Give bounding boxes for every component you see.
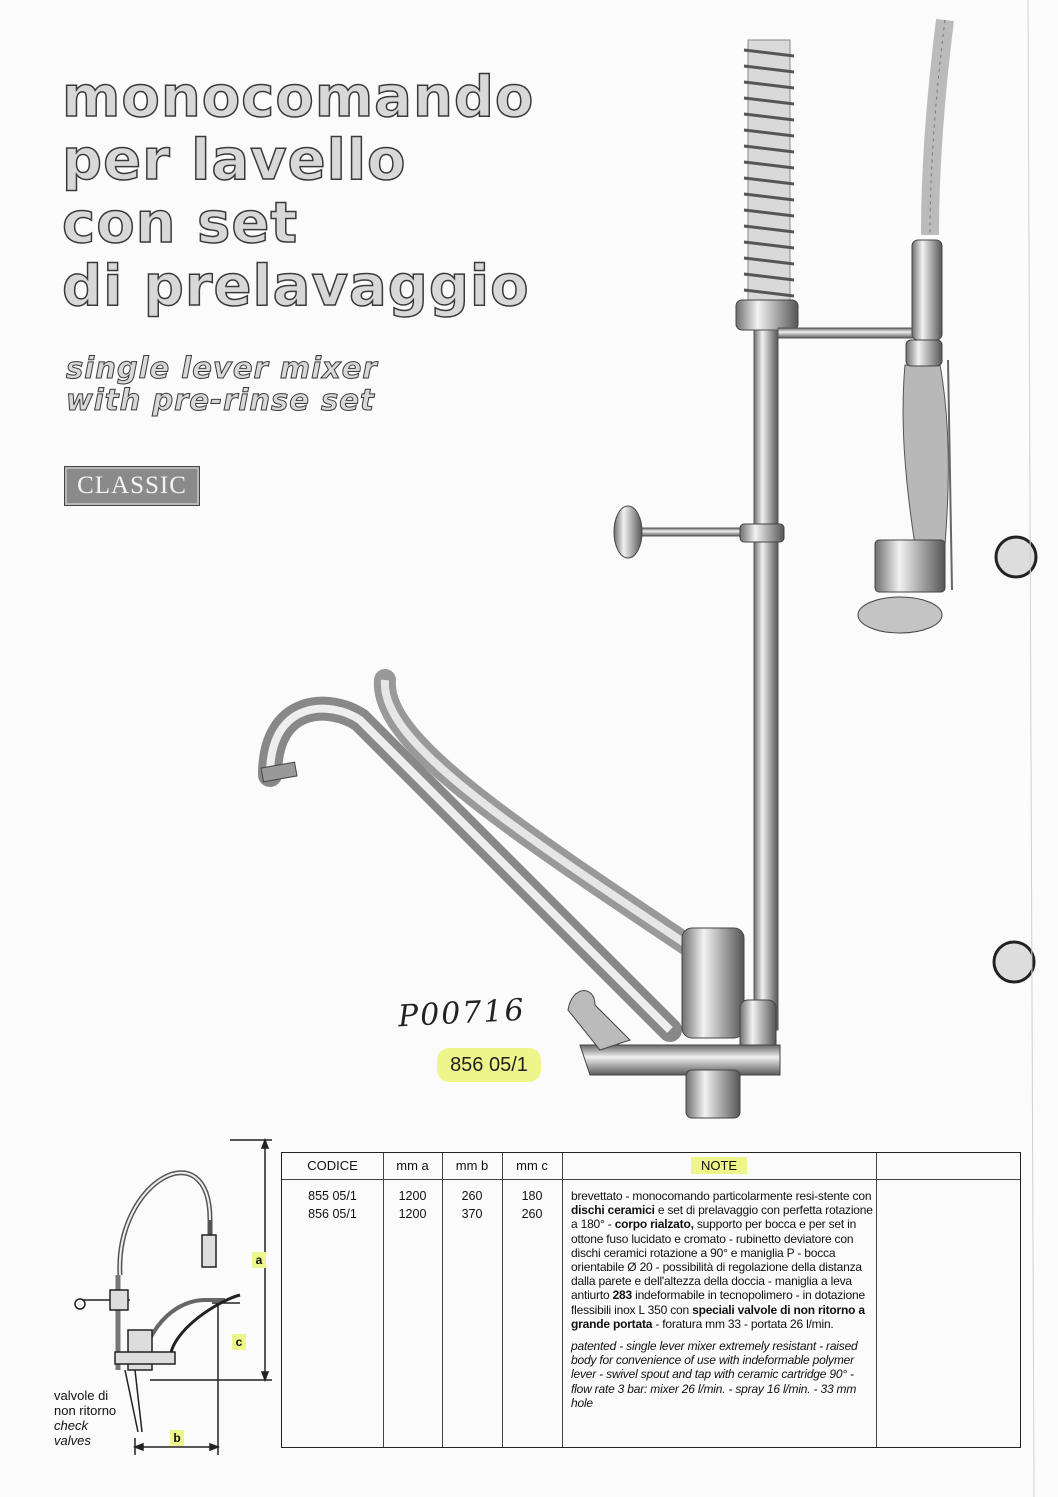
note-italian: brevettato - monocomando particolarmente resi-stente con dischi ceramici e set di prelavaggio con perfetta rotazione a 180° - corpo rialzato, supporto per bocca e per set in ottone fuso lucidato e cromato - rubinetto deviatore con dischi ceramici rotazione a 90° e maniglia P - bocca orientabile Ø 20 - possibilità di regolazione della distanza dalla parete e dell'altezza della doccia - maniglia a leva antiurto 283 indeformabile in tecnopolimero - in dotazione flessibili inox L 350 con speciali valvole di non ritorno a grande portata - foratura mm 33 - portata 26 l/min. xyxy=(571,1189,873,1331)
series-badge: CLASSIC xyxy=(64,466,200,506)
subtitle-line-2: with pre-rinse set xyxy=(66,383,375,417)
valves-it-2: non ritorno xyxy=(54,1403,117,1418)
valves-it-1: valvole di xyxy=(54,1388,109,1403)
subtitle-line-1: single lever mixer xyxy=(66,351,378,385)
header-mm-a: mm a xyxy=(396,1158,429,1173)
title-line-1: monocomando xyxy=(62,65,535,130)
row2-code: 856 05/1 xyxy=(308,1207,357,1221)
dimension-label-b: b xyxy=(170,1430,184,1446)
flexible-hose xyxy=(930,20,945,235)
punch-hole-bottom xyxy=(994,942,1034,982)
dimension-label-a: a xyxy=(252,1252,266,1268)
title-line-3: con set xyxy=(62,191,299,256)
valves-en-1: check xyxy=(54,1418,88,1433)
row1-a: 1200 xyxy=(398,1189,427,1203)
row2-a: 1200 xyxy=(398,1207,427,1221)
row2-b: 370 xyxy=(461,1207,483,1221)
row2-c: 260 xyxy=(521,1207,543,1221)
spec-table xyxy=(281,1152,1021,1448)
dimension-label-c: c xyxy=(232,1334,246,1350)
note-english: patented - single lever mixer extremely resistant - raised body for convenience of use with indeformable polymer lever - swivel spout and tap with ceramic cartridge 90° - flow rate 3 bar: mixer 26 l/min. - spray 16 l/min. - 33 mm hole xyxy=(571,1339,858,1410)
spring-coil xyxy=(736,40,798,330)
row1-c: 180 xyxy=(521,1189,543,1203)
highlighted-product-code: 856 05/1 xyxy=(437,1048,541,1082)
header-note-cell xyxy=(562,1153,876,1179)
header-mm-b: mm b xyxy=(455,1158,489,1173)
handwritten-code: P00716 xyxy=(397,992,527,1035)
row1-code: 855 05/1 xyxy=(308,1189,357,1203)
col-divider xyxy=(562,1153,563,1447)
title-line-4: di prelavaggio xyxy=(62,254,530,319)
check-valves-caption xyxy=(54,1388,116,1448)
spray-gun xyxy=(858,240,952,633)
spout xyxy=(270,709,670,1030)
header-code: CODICE xyxy=(307,1158,358,1173)
vertical-column xyxy=(754,330,778,1030)
header-mm-c: mm c xyxy=(516,1158,548,1173)
notes-cell xyxy=(571,1189,877,1418)
header-note: NOTE xyxy=(691,1157,747,1174)
header-divider xyxy=(282,1179,1020,1180)
valves-en-2: valves xyxy=(54,1433,91,1448)
title-line-2: per lavello xyxy=(62,128,407,193)
row1-b: 260 xyxy=(461,1189,483,1203)
